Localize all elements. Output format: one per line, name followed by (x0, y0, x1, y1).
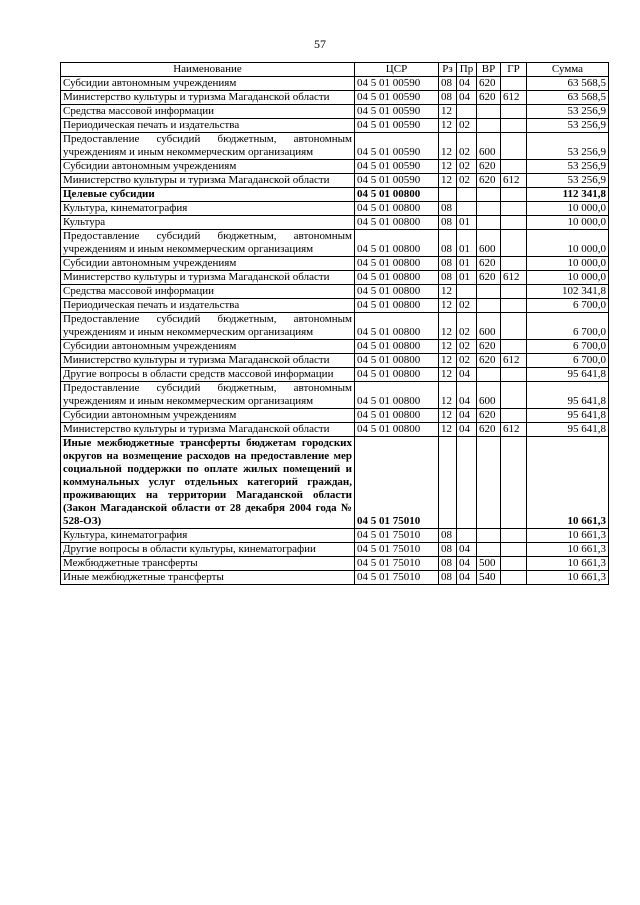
cell-vr (477, 543, 501, 557)
cell-sum: 10 000,0 (527, 202, 609, 216)
cell-gr (501, 437, 527, 529)
cell-gr (501, 285, 527, 299)
cell-pr: 04 (457, 543, 477, 557)
cell-vr: 620 (477, 257, 501, 271)
cell-sum: 10 000,0 (527, 257, 609, 271)
cell-name: Субсидии автономным учреждениям (61, 409, 355, 423)
table-row (61, 160, 609, 174)
cell-sum: 10 661,3 (527, 571, 609, 585)
cell-rz: 08 (439, 257, 457, 271)
cell-vr: 620 (477, 354, 501, 368)
cell-vr (477, 119, 501, 133)
cell-code: 04 5 01 00800 (355, 202, 439, 216)
cell-pr: 02 (457, 354, 477, 368)
cell-gr (501, 202, 527, 216)
cell-gr (501, 160, 527, 174)
cell-rz: 12 (439, 174, 457, 188)
cell-code: 04 5 01 00590 (355, 119, 439, 133)
cell-name: Иные межбюджетные трансферты (61, 571, 355, 585)
cell-gr (501, 133, 527, 160)
cell-rz: 08 (439, 91, 457, 105)
table-row (61, 77, 609, 91)
cell-vr: 620 (477, 271, 501, 285)
cell-rz: 08 (439, 230, 457, 257)
cell-code: 04 5 01 00590 (355, 174, 439, 188)
cell-gr (501, 119, 527, 133)
cell-name: Министерство культуры и туризма Магаданской области (61, 354, 355, 368)
table-row (61, 557, 609, 571)
cell-code: 04 5 01 00800 (355, 423, 439, 437)
cell-vr: 620 (477, 77, 501, 91)
cell-gr (501, 230, 527, 257)
cell-pr (457, 188, 477, 202)
cell-name: Целевые субсидии (61, 188, 355, 202)
cell-gr (501, 368, 527, 382)
cell-vr: 600 (477, 230, 501, 257)
cell-gr: 612 (501, 174, 527, 188)
cell-vr: 620 (477, 423, 501, 437)
cell-gr (501, 382, 527, 409)
cell-gr (501, 216, 527, 230)
cell-code: 04 5 01 00800 (355, 354, 439, 368)
table-row (61, 368, 609, 382)
cell-pr: 02 (457, 119, 477, 133)
cell-sum: 63 568,5 (527, 91, 609, 105)
cell-sum: 95 641,8 (527, 368, 609, 382)
cell-gr: 612 (501, 354, 527, 368)
table-row (61, 216, 609, 230)
table-row (61, 529, 609, 543)
cell-sum: 6 700,0 (527, 340, 609, 354)
cell-gr (501, 313, 527, 340)
cell-sum: 6 700,0 (527, 313, 609, 340)
cell-name: Культура (61, 216, 355, 230)
cell-gr: 612 (501, 423, 527, 437)
cell-code: 04 5 01 00590 (355, 160, 439, 174)
table-row (61, 188, 609, 202)
cell-sum: 102 341,8 (527, 285, 609, 299)
cell-code: 04 5 01 00800 (355, 313, 439, 340)
table-row (61, 105, 609, 119)
cell-name: Другие вопросы в области средств массовой информации (61, 368, 355, 382)
cell-sum: 10 661,3 (527, 543, 609, 557)
cell-pr: 02 (457, 313, 477, 340)
cell-code: 04 5 01 00590 (355, 77, 439, 91)
table-body (61, 77, 609, 585)
table-row (61, 285, 609, 299)
cell-name: Предоставление субсидий бюджетным, автономным учреждениям и иным некоммерческим организациям (61, 230, 355, 257)
cell-gr (501, 409, 527, 423)
cell-sum: 10 000,0 (527, 216, 609, 230)
cell-vr: 540 (477, 571, 501, 585)
table-row (61, 174, 609, 188)
page-number: 57 (314, 37, 326, 51)
table-row (61, 382, 609, 409)
cell-code: 04 5 01 00800 (355, 340, 439, 354)
cell-vr (477, 437, 501, 529)
cell-name: Субсидии автономным учреждениям (61, 257, 355, 271)
cell-name: Другие вопросы в области культуры, кинематографии (61, 543, 355, 557)
cell-name: Межбюджетные трансферты (61, 557, 355, 571)
cell-rz: 08 (439, 529, 457, 543)
cell-vr (477, 216, 501, 230)
cell-pr (457, 285, 477, 299)
header-vr: ВР (477, 63, 501, 77)
cell-code: 04 5 01 00800 (355, 382, 439, 409)
cell-rz: 08 (439, 271, 457, 285)
cell-vr: 600 (477, 382, 501, 409)
cell-gr (501, 299, 527, 313)
cell-vr: 620 (477, 174, 501, 188)
cell-vr (477, 285, 501, 299)
cell-sum: 53 256,9 (527, 174, 609, 188)
cell-gr (501, 340, 527, 354)
cell-vr: 600 (477, 133, 501, 160)
cell-sum: 53 256,9 (527, 105, 609, 119)
cell-sum: 95 641,8 (527, 409, 609, 423)
cell-pr: 04 (457, 77, 477, 91)
cell-rz: 12 (439, 354, 457, 368)
header-sum: Сумма (527, 63, 609, 77)
cell-rz: 12 (439, 285, 457, 299)
cell-pr (457, 202, 477, 216)
cell-pr (457, 437, 477, 529)
cell-vr: 620 (477, 340, 501, 354)
cell-rz: 12 (439, 409, 457, 423)
table-row (61, 409, 609, 423)
cell-gr (501, 571, 527, 585)
cell-pr: 04 (457, 557, 477, 571)
table-row (61, 313, 609, 340)
header-name: Наименование (61, 63, 355, 77)
cell-name: Министерство культуры и туризма Магаданской области (61, 271, 355, 285)
cell-rz: 08 (439, 216, 457, 230)
cell-rz: 08 (439, 202, 457, 216)
cell-rz: 12 (439, 313, 457, 340)
header-rz: Рз (439, 63, 457, 77)
cell-pr: 04 (457, 423, 477, 437)
cell-gr (501, 529, 527, 543)
table-row (61, 202, 609, 216)
cell-sum: 53 256,9 (527, 119, 609, 133)
cell-code: 04 5 01 00800 (355, 188, 439, 202)
cell-pr: 02 (457, 299, 477, 313)
cell-rz: 12 (439, 340, 457, 354)
cell-name: Культура, кинематография (61, 529, 355, 543)
cell-gr: 612 (501, 271, 527, 285)
cell-name: Иные межбюджетные трансферты бюджетам городских округов на возмещение расходов на предоставление мер социальной поддержки по оплате жилых помещений и коммунальных услуг отдельных категорий граждан, проживающих на территории Магаданской области (Закон Магаданской области от 28 декабря 2004 года № 528-ОЗ) (61, 437, 355, 529)
cell-gr (501, 257, 527, 271)
cell-code: 04 5 01 75010 (355, 529, 439, 543)
cell-rz: 12 (439, 119, 457, 133)
cell-rz: 12 (439, 382, 457, 409)
cell-name: Предоставление субсидий бюджетным, автономным учреждениям и иным некоммерческим организациям (61, 133, 355, 160)
cell-name: Министерство культуры и туризма Магаданской области (61, 91, 355, 105)
cell-sum: 53 256,9 (527, 133, 609, 160)
cell-pr: 04 (457, 571, 477, 585)
header-gr: ГР (501, 63, 527, 77)
cell-name: Субсидии автономным учреждениям (61, 340, 355, 354)
cell-rz: 08 (439, 543, 457, 557)
cell-code: 04 5 01 00590 (355, 91, 439, 105)
table-row (61, 437, 609, 529)
cell-rz: 08 (439, 571, 457, 585)
cell-code: 04 5 01 00800 (355, 216, 439, 230)
cell-gr (501, 543, 527, 557)
cell-gr (501, 77, 527, 91)
header-pr: Пр (457, 63, 477, 77)
cell-sum: 10 000,0 (527, 230, 609, 257)
table-row (61, 91, 609, 105)
cell-pr: 01 (457, 216, 477, 230)
cell-code: 04 5 01 00800 (355, 257, 439, 271)
table-row (61, 571, 609, 585)
cell-pr (457, 105, 477, 119)
cell-name: Министерство культуры и туризма Магаданской области (61, 174, 355, 188)
cell-vr (477, 188, 501, 202)
cell-name: Средства массовой информации (61, 285, 355, 299)
cell-rz: 12 (439, 299, 457, 313)
cell-code: 04 5 01 00590 (355, 133, 439, 160)
cell-sum: 6 700,0 (527, 299, 609, 313)
table-row (61, 543, 609, 557)
cell-rz: 12 (439, 423, 457, 437)
cell-sum: 95 641,8 (527, 382, 609, 409)
cell-code: 04 5 01 75010 (355, 543, 439, 557)
table-row (61, 257, 609, 271)
cell-sum: 10 661,3 (527, 557, 609, 571)
cell-sum: 10 000,0 (527, 271, 609, 285)
cell-name: Периодическая печать и издательства (61, 299, 355, 313)
cell-name: Предоставление субсидий бюджетным, автономным учреждениям и иным некоммерческим организациям (61, 382, 355, 409)
cell-code: 04 5 01 75010 (355, 557, 439, 571)
cell-sum: 10 661,3 (527, 529, 609, 543)
table-row (61, 354, 609, 368)
cell-code: 04 5 01 00800 (355, 285, 439, 299)
cell-rz: 12 (439, 133, 457, 160)
cell-rz (439, 188, 457, 202)
cell-code: 04 5 01 00800 (355, 299, 439, 313)
cell-vr (477, 529, 501, 543)
cell-sum: 112 341,8 (527, 188, 609, 202)
table-row (61, 133, 609, 160)
table-row (61, 299, 609, 313)
cell-pr: 02 (457, 133, 477, 160)
budget-table (60, 62, 609, 585)
cell-code: 04 5 01 00590 (355, 105, 439, 119)
table-row (61, 423, 609, 437)
cell-code: 04 5 01 00800 (355, 409, 439, 423)
cell-pr: 01 (457, 230, 477, 257)
cell-vr: 620 (477, 91, 501, 105)
cell-sum: 10 661,3 (527, 437, 609, 529)
cell-vr: 620 (477, 409, 501, 423)
table-row (61, 340, 609, 354)
cell-pr: 04 (457, 91, 477, 105)
cell-name: Министерство культуры и туризма Магаданской области (61, 423, 355, 437)
cell-gr (501, 105, 527, 119)
cell-rz: 08 (439, 77, 457, 91)
header-code: ЦСР (355, 63, 439, 77)
cell-vr (477, 299, 501, 313)
table-row (61, 230, 609, 257)
cell-vr (477, 202, 501, 216)
cell-rz: 08 (439, 557, 457, 571)
cell-pr: 04 (457, 382, 477, 409)
cell-rz: 12 (439, 368, 457, 382)
cell-gr (501, 557, 527, 571)
cell-name: Средства массовой информации (61, 105, 355, 119)
cell-rz: 12 (439, 105, 457, 119)
cell-pr: 02 (457, 160, 477, 174)
cell-sum: 95 641,8 (527, 423, 609, 437)
cell-pr: 01 (457, 271, 477, 285)
cell-name: Предоставление субсидий бюджетным, автономным учреждениям и иным некоммерческим организациям (61, 313, 355, 340)
cell-name: Культура, кинематография (61, 202, 355, 216)
cell-pr: 02 (457, 340, 477, 354)
cell-pr: 04 (457, 409, 477, 423)
cell-gr (501, 188, 527, 202)
cell-vr: 620 (477, 160, 501, 174)
cell-code: 04 5 01 75010 (355, 571, 439, 585)
cell-pr (457, 529, 477, 543)
cell-pr: 04 (457, 368, 477, 382)
cell-sum: 53 256,9 (527, 160, 609, 174)
cell-vr: 600 (477, 313, 501, 340)
cell-code: 04 5 01 00800 (355, 271, 439, 285)
cell-gr: 612 (501, 91, 527, 105)
cell-pr: 02 (457, 174, 477, 188)
cell-vr (477, 368, 501, 382)
table-row (61, 119, 609, 133)
cell-name: Субсидии автономным учреждениям (61, 77, 355, 91)
cell-code: 04 5 01 75010 (355, 437, 439, 529)
table-row (61, 271, 609, 285)
cell-sum: 6 700,0 (527, 354, 609, 368)
cell-code: 04 5 01 00800 (355, 230, 439, 257)
cell-name: Периодическая печать и издательства (61, 119, 355, 133)
cell-vr: 500 (477, 557, 501, 571)
cell-code: 04 5 01 00800 (355, 368, 439, 382)
cell-pr: 01 (457, 257, 477, 271)
cell-sum: 63 568,5 (527, 77, 609, 91)
table-header-row (61, 63, 609, 77)
cell-rz: 12 (439, 160, 457, 174)
cell-rz (439, 437, 457, 529)
cell-vr (477, 105, 501, 119)
cell-name: Субсидии автономным учреждениям (61, 160, 355, 174)
